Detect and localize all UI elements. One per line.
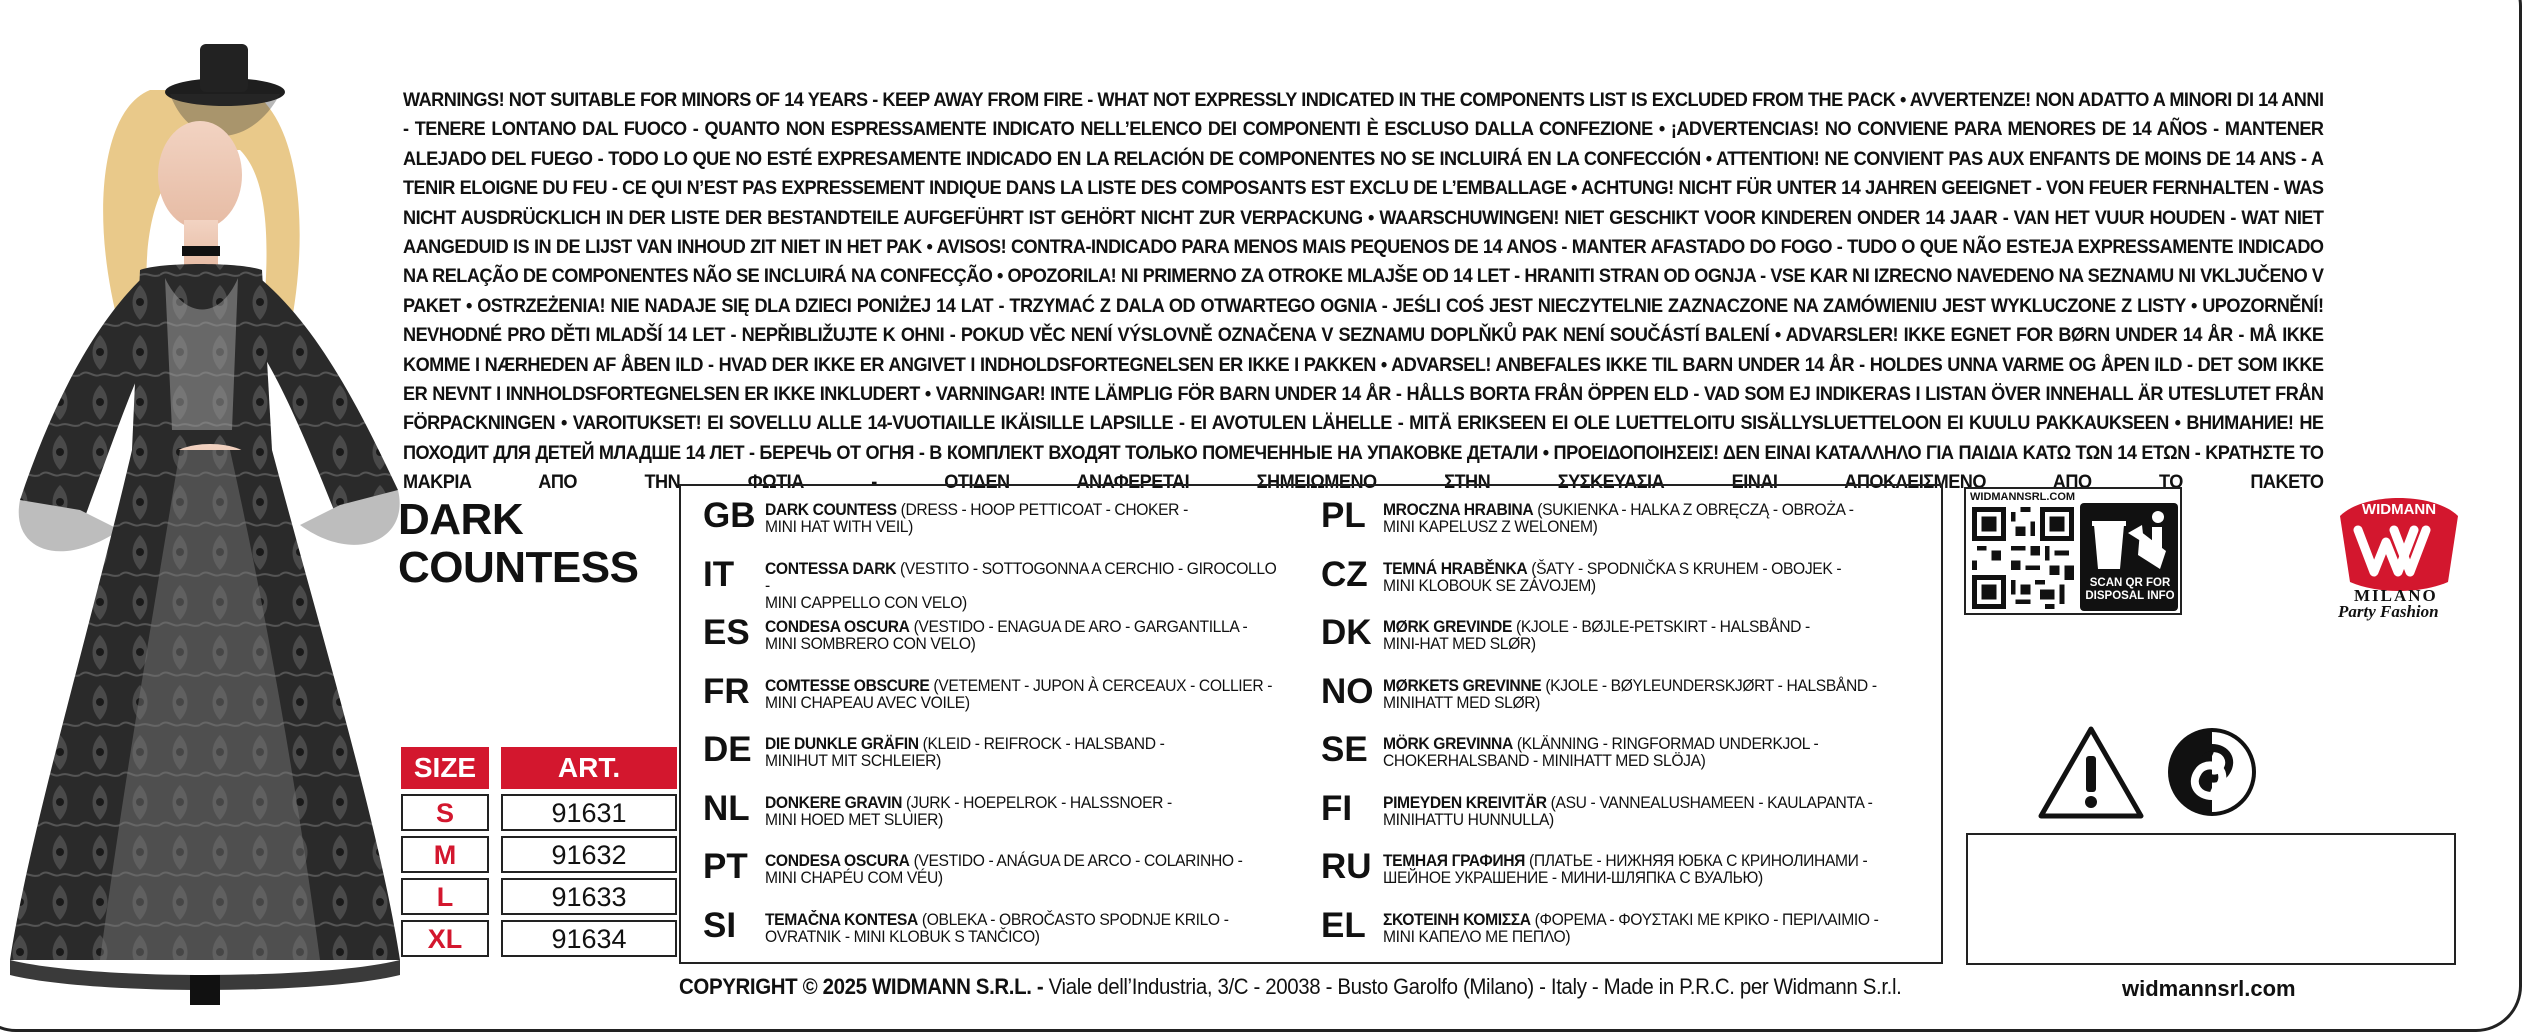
size-table-header xyxy=(401,747,677,789)
costume-name: COMTESSE OBSCURE xyxy=(765,675,930,695)
component-list: (VESTIDO - ANÁGUA DE ARCO - COLARINHO - xyxy=(913,851,1243,870)
component-list-cont: MINI KLOBOUK SE ZÁVOJEM) xyxy=(1383,575,1596,595)
size-value: L xyxy=(401,878,489,915)
component-description xyxy=(765,849,1278,886)
language-code: RU xyxy=(1321,847,1372,886)
language-code: GB xyxy=(703,496,756,535)
qr-disposal-box xyxy=(1964,487,2182,615)
component-description xyxy=(765,557,1278,611)
component-list: (JURK - HOEPELROK - HALSSNOER - xyxy=(906,792,1172,812)
qr-site-label: WIDMANNSRL.COM xyxy=(1970,491,2076,503)
component-list-cont: MINI-HAT MED SLØR) xyxy=(1383,634,1536,653)
component-list-cont: ШЕЙНОЕ УКРАШЕНИЕ - МИНИ-ШЛЯПКА С ВУАЛЬЮ) xyxy=(1383,868,1763,887)
product-title xyxy=(398,496,638,592)
component-entry xyxy=(1321,615,1941,674)
component-list: (OBLEKA - OBROČASTO SPODNJE KRILO - xyxy=(921,909,1229,929)
costume-name: ΣΚΟΤΕΙΝΗ ΚΟΜΙΣΣΑ xyxy=(1383,909,1531,929)
article-number: 91631 xyxy=(501,794,677,831)
component-list: (VESTITO - SOTTOGONNA A CERCHIO - GIROCOLLO - xyxy=(765,558,1277,595)
component-list-cont: ΜΙΝΙ ΚΑΠΕΛΟ ΜΕ ΠΕΠΛΟ) xyxy=(1383,926,1571,946)
disposal-line2: DISPOSAL INFO xyxy=(2085,590,2175,602)
component-entry xyxy=(703,554,1323,616)
size-header: SIZE xyxy=(401,747,489,789)
disposal-info-label xyxy=(2080,577,2180,603)
costume-name: PIMEYDEN KREIVITÄR xyxy=(1383,792,1547,812)
component-entry xyxy=(1321,671,1941,733)
language-code: NO xyxy=(1321,671,1374,711)
size-table xyxy=(401,747,677,957)
component-list-cont: MINI CHAPÉU COM VÉU) xyxy=(765,868,943,887)
costume-name: MÖRK GREVINNA xyxy=(1383,734,1513,753)
component-description xyxy=(1383,732,1896,769)
component-entry xyxy=(1321,849,1941,908)
component-list: (ΦΟΡΕΜΑ - ΦΟΥΣΤΑΚΙ ΜΕ ΚΡΙΚΟ - ΠΕΡΙΛΑΙΜΙΟ - xyxy=(1534,909,1879,929)
component-entry xyxy=(1321,554,1941,616)
component-list: (KJOLE - BØJLE-PETSKIRT - HALSBÅND - xyxy=(1516,617,1810,636)
component-description xyxy=(1383,674,1896,711)
article-number: 91634 xyxy=(501,920,677,957)
language-code: CZ xyxy=(1321,554,1368,594)
component-list-cont: MINI CHAPEAU AVEC VOILE) xyxy=(765,692,970,712)
component-entry xyxy=(1321,732,1941,791)
language-code: SI xyxy=(703,905,737,945)
component-list-cont: MINIHATTU HUNNULLA) xyxy=(1383,809,1554,829)
component-list-cont: MINIHATT MED SLØR) xyxy=(1383,692,1541,712)
component-list: (KLEID - REIFROCK - HALSBAND - xyxy=(922,734,1165,753)
component-description xyxy=(1383,498,1896,535)
component-description xyxy=(765,498,1278,535)
green-dot-recycling-icon xyxy=(2166,726,2258,818)
component-entry xyxy=(703,671,1323,733)
component-list-cont: OVRATNIK - MINI KLOBUK S TANČICO) xyxy=(765,926,1040,946)
language-code: DE xyxy=(703,730,752,769)
copyright-line xyxy=(679,974,1901,1000)
component-list: (KLÄNNING - RINGFORMAD UNDERKJOL - xyxy=(1516,734,1819,753)
component-description xyxy=(765,732,1278,769)
component-list-cont: MINI CAPPELLO CON VELO) xyxy=(765,592,967,612)
logo-wordmark: WIDMANN xyxy=(2361,501,2437,518)
disposal-line1: SCAN QR FOR xyxy=(2089,577,2171,589)
language-code: IT xyxy=(703,554,735,594)
costume-name: DONKERE GRAVIN xyxy=(765,792,903,812)
costume-name: CONDESA OSCURA xyxy=(765,617,910,636)
component-description xyxy=(1383,557,1896,594)
costume-name: MROCZNA HRABINA xyxy=(1383,500,1534,519)
costume-name: ТЕМНАЯ ГРАФИНЯ xyxy=(1383,851,1525,870)
component-description xyxy=(765,674,1278,711)
component-list: (SUKIENKA - HALKA Z OBRĘCZĄ - OBROŻA - xyxy=(1537,500,1854,519)
language-code: PL xyxy=(1321,496,1366,535)
component-description xyxy=(1383,908,1896,945)
component-list: (VETEMENT - JUPON À CERCEAUX - COLLIER - xyxy=(933,675,1273,695)
component-list: (ŠATY - SPODNIČKA S KRUHEM - OBOJEK - xyxy=(1531,558,1842,578)
component-list: (ASU - VANNEALUSHAMEEN - KAULAPANTA - xyxy=(1550,792,1873,812)
size-value: M xyxy=(401,836,489,873)
component-list-cont: MINI KAPELUSZ Z WELONEM) xyxy=(1383,517,1598,536)
size-value: XL xyxy=(401,920,489,957)
qr-code-icon[interactable] xyxy=(1972,507,2074,609)
components-box xyxy=(679,484,1943,964)
component-entry xyxy=(703,732,1323,791)
component-entry xyxy=(1321,905,1941,967)
costume-name: CONTESSA DARK xyxy=(765,558,897,578)
components-column-left xyxy=(703,498,1323,966)
size-row xyxy=(401,920,677,957)
warning-triangle-icon xyxy=(2037,724,2145,820)
costume-name: MØRKETS GREVINNE xyxy=(1383,675,1542,695)
size-row xyxy=(401,794,677,831)
language-code: EL xyxy=(1321,905,1366,945)
costume-name: TEMNÁ HRABĚNKA xyxy=(1383,558,1528,578)
component-description xyxy=(765,615,1278,652)
size-value: S xyxy=(401,794,489,831)
brand-tagline: Party Fashion xyxy=(2338,602,2439,621)
safety-warnings-text: WARNINGS! NOT SUITABLE FOR MINORS OF 14 YEARS - KEEP AWAY FROM FIRE - WHAT NOT EXPRESSLY INDICATED IN THE COMPONENTS LIST IS EXCLUDED FROM THE PACK • AVVERTENZE! NON ADATTO A MINORI DI 14 ANNI - TENERE LONTANO DAL FUOCO - QUANTO NON ESPRESSAMENTE INDICATO NELL’ELENCO DEI COMPONENTI È ESCLUSO DALLA CONFEZIONE • ¡ADVERTENCIAS! NO CONVIENE PARA MENORES DE 14 AÑOS - MANTENER ALEJADO DEL FUEGO - TODO LO QUE NO ESTÉ EXPRESAMENTE INDICADO EN LA RELACIÓN DE COMPONENTES NO SE INCLUIRÁ EN LA CONFECCIÓN • ATTENTION! NE CONVIENT PAS AUX ENFANTS DE MOINS DE 14 ANS - A TENIR ELOIGNE DU FEU - CE QUI N’EST PAS EXPRESSEMENT INDIQUE DANS LA LISTE DES COMPOSANTS EST EXCLU DE L’EMBALLAGE • ACHTUNG! NICHT FÜR UNTER 14 JAHREN GEEIGNET - VON FEUER FERNHALTEN - WAS NICHT AUSDRÜCKLICH IN DER LISTE DER BESTANDTEILE AUFGEFÜHRT IST GEHÖRT NICHT ZUR VERPACKUNG • WAARSCHUWINGEN! NIET GESCHIKT VOOR KINDEREN ONDER 14 JAAR - VAN HET VUUR HOUDEN - WAT NIET AANGEDUID IS IN DE LIJST VAN INHOUD ZIT NIET IN HET PAK • AVISOS! CONTRA-INDICADO PARA MENOS MAIS PEQUENOS DE 14 ANOS - MANTER AFASTADO DO FOGO - TUDO O QUE NÃO ESTEJA EXPRESSAMENTE INDICADO NA RELAÇÃO DE COMPONENTES NÃO SE INCLUIRÁ NA CONFECÇÃO • OPOZORILA! NI PRIMERNO ZA OTROKE MLAJŠE OD 14 LET - HRANITI STRAN OD OGNJA - VSE KAR NI IZRECNO NAVEDENO NA SEZNAMU NI VKLJUČENO V PAKET • OSTRZEŻENIA! NIE NADAJE SIĘ DLA DZIECI PONIŻEJ 14 LAT - TRZYMAĆ Z DALA OD OTWARTEGO OGNIA - JEŚLI COŚ JEST NIECZYTELNIE ZAZNACZONE NA ZAMÓWIENIU JEST WYKLUCZONE Z LISTY • UPOZORNĚNÍ! NEVHODNÉ PRO DĚTI MLADŠÍ 14 LET - NEPŘIBLIŽUJTE K OHNI - POKUD VĚC NENÍ VÝSLOVNĚ OZNAČENA V SEZNAMU DOPLŇKŮ PAK NENÍ SOUČÁSTÍ BALENÍ • ADVARSLER! IKKE EGNET FOR BØRN UNDER 14 ÅR - MÅ IKKE KOMME I NÆRHEDEN AF ÅBEN ILD - HVAD DER IKKE ER ANGIVET I INDHOLDSFORTEGNELSEN ER IKKE I PAKKEN • ADVARSEL! ANBEFALES IKKE TIL BARN UNDER 14 ÅR - HOLDES UNNA VARME OG ÅPEN ILD - DET SOM IKKE ER NEVNT I INNHOLDSFORTEGNELSEN ER IKKE INKLUDERT • VARNINGAR! INTE LÄMPLIG FÖR BARN UNDER 14 ÅR - HÅLLS BORTA FRÅN ÖPPEN ELD - VAD SOM EJ INDIKERAS I LISTAN ÖVER INNEHALL ÄR UTESLUTET FRÅN FÖRPACKNINGEN • VAROITUKSET! EI SOVELLU ALLE 14-VUOTIAILLE IKÄISILLE LAPSILLE - EI AVOTULEN LÄHELLE - MITÄ ERIKSEEN EI OLE LUETTELOITU SISÄLLYSLUETTELOON EI KUULU PAKKAUKSEEN • ВНИМАНИЕ! НЕ ПОХОДИТ ДЛЯ ДЕТЕЙ МЛАДШЕ 14 ЛЕТ - БЕРЕЧЬ ОТ ОГНЯ - В КОМПЛЕКТ ВХОДЯТ ТОЛЬКО ПОМЕЧЕННЫЕ НА УПАКОВКЕ ДЕТАЛИ • ΠΡΟΕΙΔΟΠΟΙΗΣΕΙΣ! ΔΕΝ ΕΙΝΑΙ ΚΑΤΑΛΛΗΛΟ ΓΙΑ ΠΑΙΔΙΑ ΚΑΤΩ ΤΩΝ 14 ΕΤΩΝ - ΚΡΑΤΗΣΤΕ ΤΟ ΜΑΚΡΙΑ ΑΠΟ ΤΗΝ ΦΩΤΙΑ - ΟΤΙΔΕΝ ΑΝΑΦΕΡΕΤΑΙ ΣΗΜΕΙΩΜΕΝΟ ΣΤΗΝ ΣΥΣΚΕΥΑΣΙΑ ΕΙΝΑΙ ΑΠΟΚΛΕΙΣΜΕΝΟ ΑΠΟ ΤΟ ΠΑΚΕΤΟ xyxy=(403,89,2324,494)
component-entry xyxy=(703,615,1323,674)
costume-model-image xyxy=(0,30,420,1010)
component-description xyxy=(1383,791,1896,828)
language-code: FI xyxy=(1321,788,1353,828)
product-title-line1: DARK xyxy=(398,495,524,544)
language-code: PT xyxy=(703,847,748,886)
language-code: ES xyxy=(703,613,750,652)
language-code: SE xyxy=(1321,730,1368,769)
component-list-cont: MINI HOED MET SLUIER) xyxy=(765,809,943,829)
component-list: (DRESS - HOOP PETTICOAT - CHOKER - xyxy=(900,500,1188,519)
component-list: (KJOLE - BØYLEUNDERSKJØRT - HALSBÅND - xyxy=(1545,675,1877,695)
component-entry xyxy=(703,849,1323,908)
article-header: ART. xyxy=(501,747,677,789)
component-list: (ПЛАТЬЕ - НИЖНЯЯ ЮБКА С КРИНОЛИНАМИ - xyxy=(1528,851,1868,870)
product-title-line2: COUNTESS xyxy=(398,543,639,592)
language-code: NL xyxy=(703,788,750,828)
size-row xyxy=(401,836,677,873)
costume-name: TEMAČNA KONTESA xyxy=(765,909,918,929)
size-row xyxy=(401,878,677,915)
component-description xyxy=(1383,615,1896,652)
component-description xyxy=(765,908,1278,945)
costume-name: DARK COUNTESS xyxy=(765,500,897,519)
language-code: FR xyxy=(703,671,750,711)
costume-name: DIE DUNKLE GRÄFIN xyxy=(765,734,919,753)
blank-label-area xyxy=(1966,833,2456,965)
component-list-cont: MINIHUT MIT SCHLEIER) xyxy=(765,751,941,770)
company-address: Viale dell’Industria, 3/C - 20038 - Busto Garolfo (Milano) - Italy - Made in P.R.C. per Widmann S.r.l. xyxy=(1043,974,1902,999)
component-entry xyxy=(703,788,1323,850)
component-entry xyxy=(703,905,1323,967)
component-entry xyxy=(1321,498,1941,557)
component-entry xyxy=(1321,788,1941,850)
component-description xyxy=(765,791,1278,828)
component-list-cont: MINI HAT WITH VEIL) xyxy=(765,517,913,536)
brand-city: MILANO xyxy=(2354,586,2438,605)
copyright-owner: COPYRIGHT © 2025 WIDMANN S.R.L. - xyxy=(679,974,1044,999)
article-number: 91633 xyxy=(501,878,677,915)
language-code: DK xyxy=(1321,613,1372,652)
component-description xyxy=(1383,849,1896,886)
costume-name: CONDESA OSCURA xyxy=(765,851,910,870)
costume-name: MØRK GREVINDE xyxy=(1383,617,1513,636)
component-list-cont: MINI SOMBRERO CON VELO) xyxy=(765,634,976,653)
article-number: 91632 xyxy=(501,836,677,873)
components-column-right xyxy=(1321,498,1941,966)
component-list-cont: CHOKERHALSBAND - MINIHATT MED SLÖJA) xyxy=(1383,751,1706,770)
website-link[interactable]: widmannsrl.com xyxy=(2122,976,2296,1001)
component-entry xyxy=(703,498,1323,557)
component-list: (VESTIDO - ENAGUA DE ARO - GARGANTILLA - xyxy=(913,617,1248,636)
